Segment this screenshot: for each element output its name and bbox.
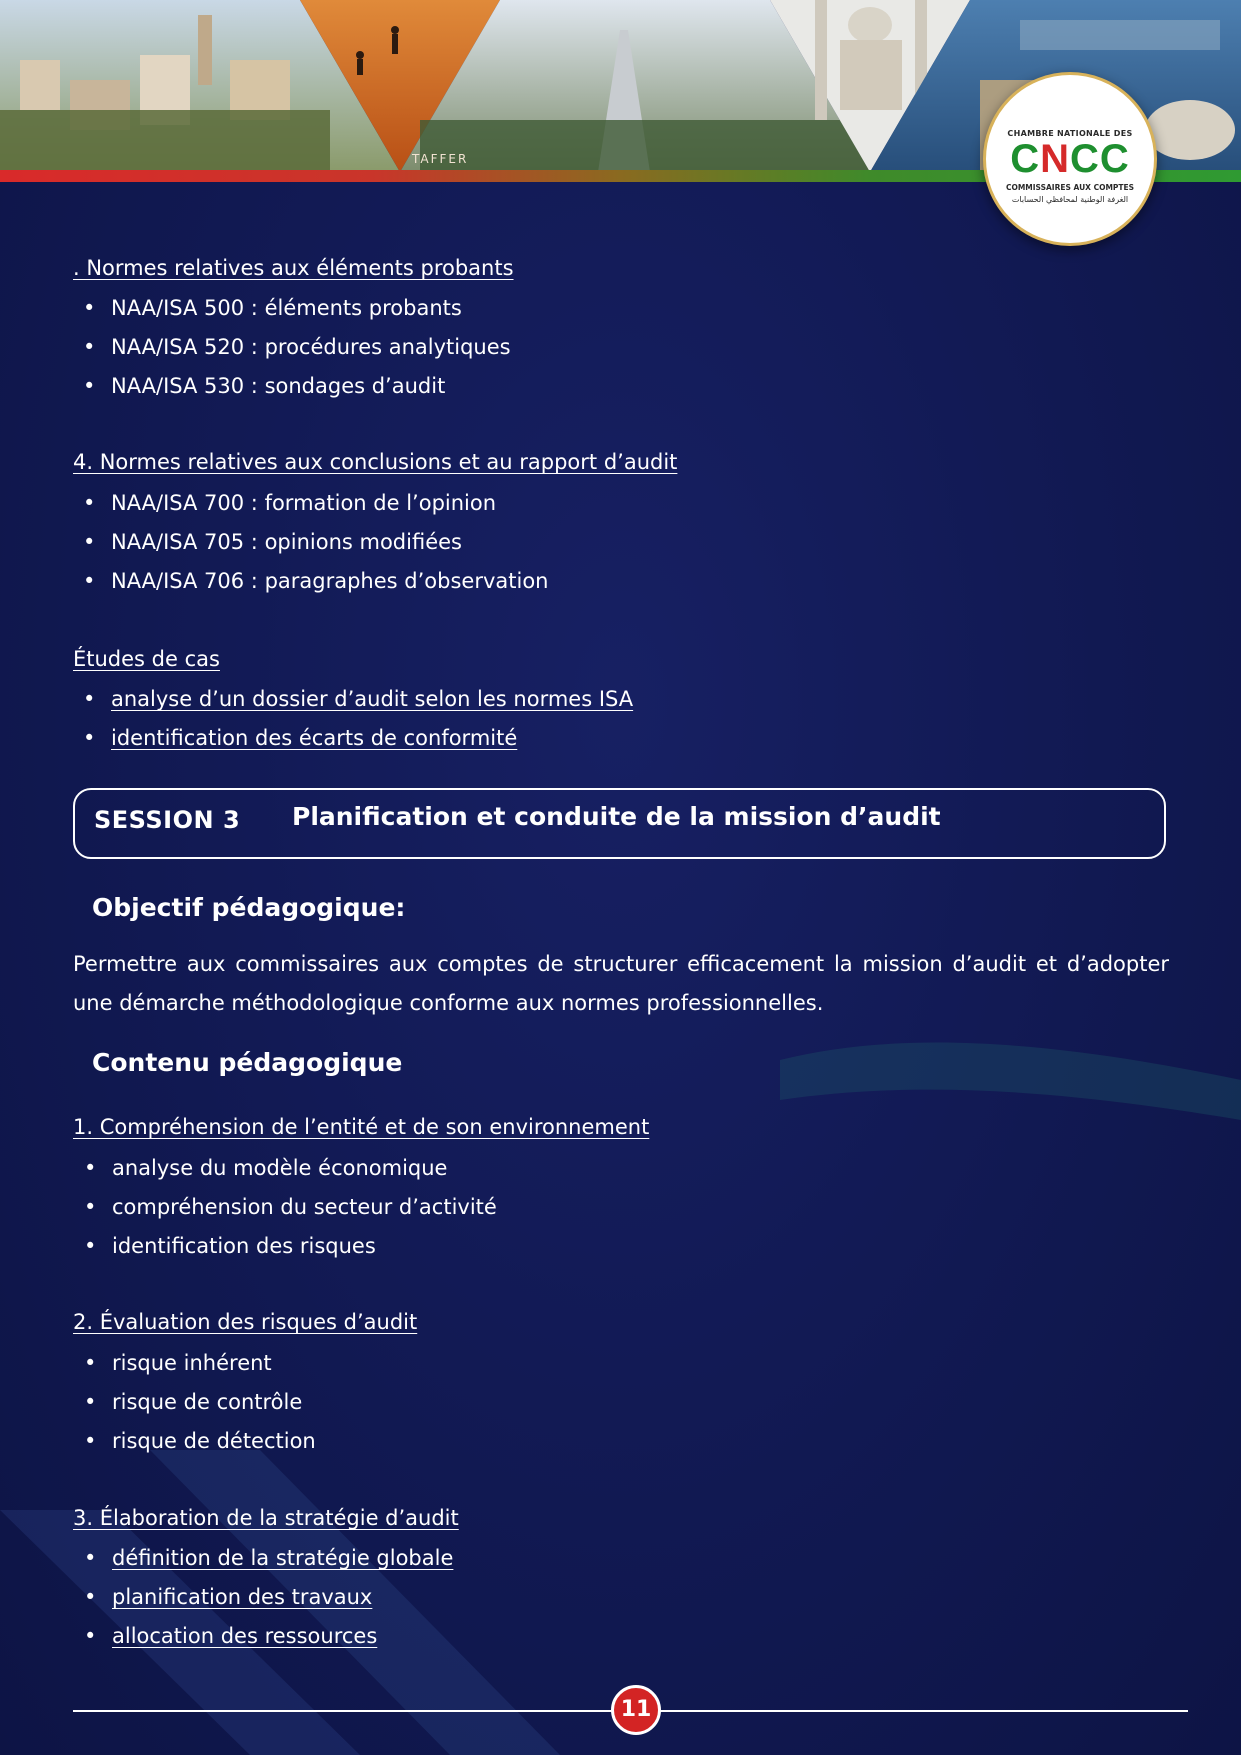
list-item: • analyse du modèle économique [112, 1149, 497, 1188]
session-label: SESSION 3 [94, 806, 241, 834]
heading-entity-understanding: 1. Compréhension de l’entité et de son environnement [73, 1115, 650, 1139]
list-item: • NAA/ISA 706 : paragraphes d’observation [111, 562, 548, 601]
objective-text: Permettre aux commissaires aux comptes de structurer efficacement la mission d’audit et d’adopter une démarche méthodologique conforme aux normes professionnelles. [73, 952, 1169, 1015]
heading-report-standards: 4. Normes relatives aux conclusions et au rapport d’audit [73, 450, 678, 474]
list-item: • NAA/ISA 705 : opinions modifiées [111, 523, 548, 562]
list-item: • identification des risques [112, 1227, 497, 1266]
list-item: • NAA/ISA 530 : sondages d’audit [111, 367, 511, 406]
logo-wordmark: CNCC [1010, 137, 1130, 181]
logo-top-text: CHAMBRE NATIONALE DES [1007, 129, 1133, 138]
photo-caption: TAFFER [412, 152, 469, 166]
list-item: • planification des travaux [112, 1578, 453, 1617]
heading-risk-evaluation: 2. Évaluation des risques d’audit [73, 1310, 418, 1334]
list-item: • NAA/ISA 700 : formation de l’opinion [111, 484, 548, 523]
content-title: Contenu pédagogique [92, 1048, 403, 1077]
footer-rule-left [73, 1710, 613, 1712]
risk-evaluation-list [112, 1344, 316, 1461]
session-title: Planification et conduite de la mission d’audit [292, 802, 941, 831]
report-standards-list [111, 484, 548, 601]
list-item: • risque inhérent [112, 1344, 316, 1383]
audit-strategy-list [112, 1539, 453, 1656]
page-number-badge: 11 [611, 1685, 661, 1735]
footer-rule-right [659, 1710, 1188, 1712]
list-item: • risque de détection [112, 1422, 316, 1461]
heading-audit-strategy: 3. Élaboration de la stratégie d’audit [73, 1506, 459, 1530]
heading-case-studies: Études de cas [73, 647, 220, 671]
case-studies-list [111, 680, 633, 758]
heading-evidence-standards: . Normes relatives aux éléments probants [73, 256, 514, 280]
evidence-standards-list [111, 289, 511, 406]
entity-understanding-list [112, 1149, 497, 1266]
list-item: • NAA/ISA 520 : procédures analytiques [111, 328, 511, 367]
logo-arabic-text: الغرفة الوطنية لمحافظي الحسابات [1011, 195, 1129, 204]
list-item: • compréhension du secteur d’activité [112, 1188, 497, 1227]
session-header-box [73, 788, 1166, 859]
logo-bottom-text: COMMISSAIRES AUX COMPTES [1005, 183, 1135, 192]
list-item: • NAA/ISA 500 : éléments probants [111, 289, 511, 328]
list-item: • définition de la stratégie globale [112, 1539, 453, 1578]
list-item: • risque de contrôle [112, 1383, 316, 1422]
list-item: • identification des écarts de conformité [111, 719, 633, 758]
objective-title: Objectif pédagogique: [92, 893, 406, 922]
list-item: • allocation des ressources [112, 1617, 453, 1656]
list-item: • analyse d’un dossier d’audit selon les normes ISA [111, 680, 633, 719]
